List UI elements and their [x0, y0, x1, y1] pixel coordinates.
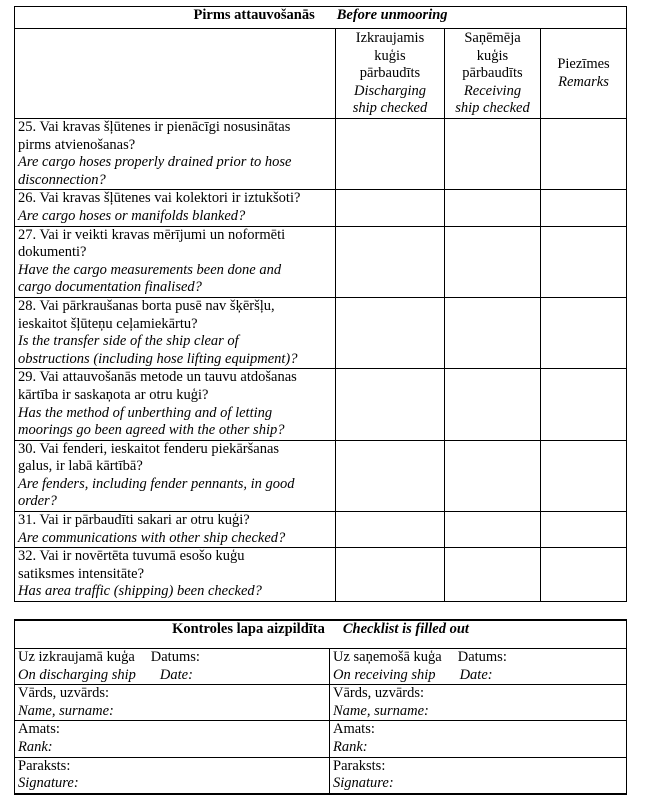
receiving-check-cell[interactable]	[445, 226, 541, 297]
table-row	[15, 119, 627, 190]
question-en: Are cargo hoses or manifolds blanked?	[18, 207, 246, 224]
footer-row-name	[15, 685, 627, 721]
question-cell	[15, 190, 336, 226]
header-discharging-lv-1: Izkraujamis	[355, 30, 425, 46]
table-row	[15, 548, 627, 602]
header-discharging-en-2: ship checked	[352, 100, 428, 117]
discharging-rank-label-lv: Amats:	[18, 721, 60, 738]
question-lv: pirms atvienošanas?	[18, 136, 136, 153]
question-lv: 25. Vai kravas šļūtenes ir pienācīgi nosusinātas	[18, 119, 291, 135]
header-receiving-lv-3: pārbaudīts	[462, 65, 523, 82]
receiving-signature-label-lv: Paraksts:	[333, 757, 386, 774]
header-discharging-lv-2: kuģis	[374, 47, 406, 64]
question-lv: 31. Vai ir pārbaudīti sakari ar otru kuģi?	[18, 512, 250, 529]
receiving-date-label-lv: Datums:	[457, 649, 507, 665]
receiving-name-label-en: Name, surname:	[333, 702, 429, 719]
receiving-rank-cell[interactable]	[330, 721, 627, 757]
discharging-check-cell[interactable]	[336, 119, 445, 190]
discharging-ship-date-cell[interactable]	[15, 649, 330, 685]
header-receiving-en-1: Receiving	[463, 82, 522, 99]
receiving-signature-cell[interactable]	[330, 757, 627, 794]
footer-title-en: Checklist is filled out	[342, 621, 469, 637]
header-remarks	[541, 29, 627, 119]
receiving-check-cell[interactable]	[445, 440, 541, 511]
receiving-ship-label-lv: Uz saņemošā kuģa	[333, 649, 442, 665]
receiving-check-cell[interactable]	[445, 190, 541, 226]
question-en: Are fenders, including fender pennants, in good	[18, 475, 295, 492]
receiving-check-cell[interactable]	[445, 119, 541, 190]
checklist-completed-table	[14, 619, 627, 795]
receiving-name-label-lv: Vārds, uzvārds:	[333, 685, 425, 702]
footer-title-row	[15, 620, 627, 649]
question-en: Are cargo hoses properly drained prior to hose	[18, 154, 292, 171]
table-title-row	[15, 7, 627, 29]
remarks-cell[interactable]	[541, 119, 627, 190]
footer-row-signature	[15, 757, 627, 794]
column-header-row	[15, 29, 627, 119]
table-row	[15, 440, 627, 511]
remarks-cell[interactable]	[541, 369, 627, 440]
question-en: order?	[18, 493, 57, 510]
discharging-signature-cell[interactable]	[15, 757, 330, 794]
discharging-signature-label-lv: Paraksts:	[18, 757, 71, 774]
header-discharging	[336, 29, 445, 119]
question-cell	[15, 440, 336, 511]
remarks-cell[interactable]	[541, 190, 627, 226]
question-cell	[15, 512, 336, 548]
receiving-date-label-en: Date:	[459, 666, 493, 683]
question-lv: ieskaitot šļūteņu ceļamiekārtu?	[18, 315, 198, 332]
discharging-check-cell[interactable]	[336, 190, 445, 226]
header-receiving-lv-1: Saņēmēja	[464, 30, 521, 46]
discharging-name-cell[interactable]	[15, 685, 330, 721]
question-lv: 26. Vai kravas šļūtenes vai kolektori ir iztukšoti?	[18, 190, 301, 207]
question-lv: dokumenti?	[18, 244, 87, 261]
question-lv: galus, ir labā kārtībā?	[18, 458, 143, 475]
question-en: Have the cargo measurements been done and	[18, 261, 282, 278]
header-receiving-en-2: ship checked	[455, 100, 530, 117]
question-lv: 28. Vai pārkraušanas borta pusē nav šķēršļu,	[18, 297, 275, 314]
discharging-check-cell[interactable]	[336, 297, 445, 368]
discharging-signature-label-en: Signature:	[18, 775, 79, 792]
question-lv: 29. Vai attauvošanās metode un tauvu atdošanas	[18, 369, 297, 386]
remarks-cell[interactable]	[541, 548, 627, 602]
remarks-cell[interactable]	[541, 226, 627, 297]
remarks-cell[interactable]	[541, 512, 627, 548]
receiving-rank-label-lv: Amats:	[333, 721, 375, 738]
table-row	[15, 190, 627, 226]
question-cell	[15, 119, 336, 190]
remarks-cell[interactable]	[541, 297, 627, 368]
receiving-check-cell[interactable]	[445, 512, 541, 548]
receiving-check-cell[interactable]	[445, 297, 541, 368]
footer-row-ship	[15, 649, 627, 685]
header-remarks-lv: Piezīmes	[557, 55, 610, 72]
question-en: Has the method of unberthing and of letting	[18, 404, 273, 421]
question-cell	[15, 226, 336, 297]
question-lv: satiksmes intensitāte?	[18, 565, 145, 582]
question-cell	[15, 548, 336, 602]
header-blank-cell	[15, 29, 336, 119]
question-lv: 32. Vai ir novērtēta tuvumā esošo kuģu	[18, 548, 245, 565]
discharging-check-cell[interactable]	[336, 548, 445, 602]
receiving-signature-label-en: Signature:	[333, 775, 394, 792]
question-en: moorings go been agreed with the other ship?	[18, 422, 285, 439]
discharging-check-cell[interactable]	[336, 369, 445, 440]
discharging-rank-label-en: Rank:	[18, 738, 53, 755]
header-receiving-lv-2: kuģis	[476, 47, 509, 64]
question-en: Is the transfer side of the ship clear of	[18, 333, 239, 350]
table-row	[15, 512, 627, 548]
question-lv: 27. Vai ir veikti kravas mērījumi un noformēti	[18, 226, 286, 243]
table-row	[15, 226, 627, 297]
receiving-name-cell[interactable]	[330, 685, 627, 721]
receiving-check-cell[interactable]	[445, 369, 541, 440]
title-en: Before unmooring	[336, 7, 448, 23]
question-cell	[15, 297, 336, 368]
discharging-check-cell[interactable]	[336, 512, 445, 548]
discharging-ship-label-en: On discharging ship	[18, 666, 136, 683]
footer-title-lv: Kontroles lapa aizpildīta	[172, 621, 325, 637]
question-en: disconnection?	[18, 171, 106, 188]
question-en: obstructions (including hose lifting equipment)?	[18, 350, 298, 367]
question-en: cargo documentation finalised?	[18, 279, 202, 296]
title-lv: Pirms attauvošanās	[193, 7, 315, 23]
remarks-cell[interactable]	[541, 440, 627, 511]
header-discharging-en-1: Discharging	[354, 82, 426, 99]
question-en: Are communications with other ship checked?	[18, 529, 286, 546]
question-en: Has area traffic (shipping) been checked?	[18, 583, 262, 600]
discharging-check-cell[interactable]	[336, 440, 445, 511]
discharging-name-label-lv: Vārds, uzvārds:	[18, 685, 110, 702]
question-cell	[15, 369, 336, 440]
receiving-ship-label-en: On receiving ship	[333, 666, 436, 683]
discharging-date-label-lv: Datums:	[150, 649, 200, 665]
discharging-name-label-en: Name, surname:	[18, 702, 114, 719]
before-unmooring-table	[14, 6, 627, 602]
header-receiving	[445, 29, 541, 119]
discharging-date-label-en: Date:	[159, 666, 193, 683]
discharging-check-cell[interactable]	[336, 226, 445, 297]
footer-row-rank	[15, 721, 627, 757]
receiving-rank-label-en: Rank:	[333, 738, 368, 755]
header-remarks-en: Remarks	[558, 73, 609, 90]
header-discharging-lv-3: pārbaudīts	[359, 65, 421, 82]
table-title	[15, 7, 627, 29]
discharging-ship-label-lv: Uz izkraujamā kuģa	[18, 649, 135, 665]
footer-title	[15, 620, 627, 649]
receiving-check-cell[interactable]	[445, 548, 541, 602]
discharging-rank-cell[interactable]	[15, 721, 330, 757]
table-row	[15, 369, 627, 440]
question-lv: 30. Vai fenderi, ieskaitot fenderu piekāršanas	[18, 440, 280, 457]
receiving-ship-date-cell[interactable]	[330, 649, 627, 685]
question-lv: kārtība ir saskaņota ar otru kuģi?	[18, 386, 209, 403]
table-row	[15, 297, 627, 368]
